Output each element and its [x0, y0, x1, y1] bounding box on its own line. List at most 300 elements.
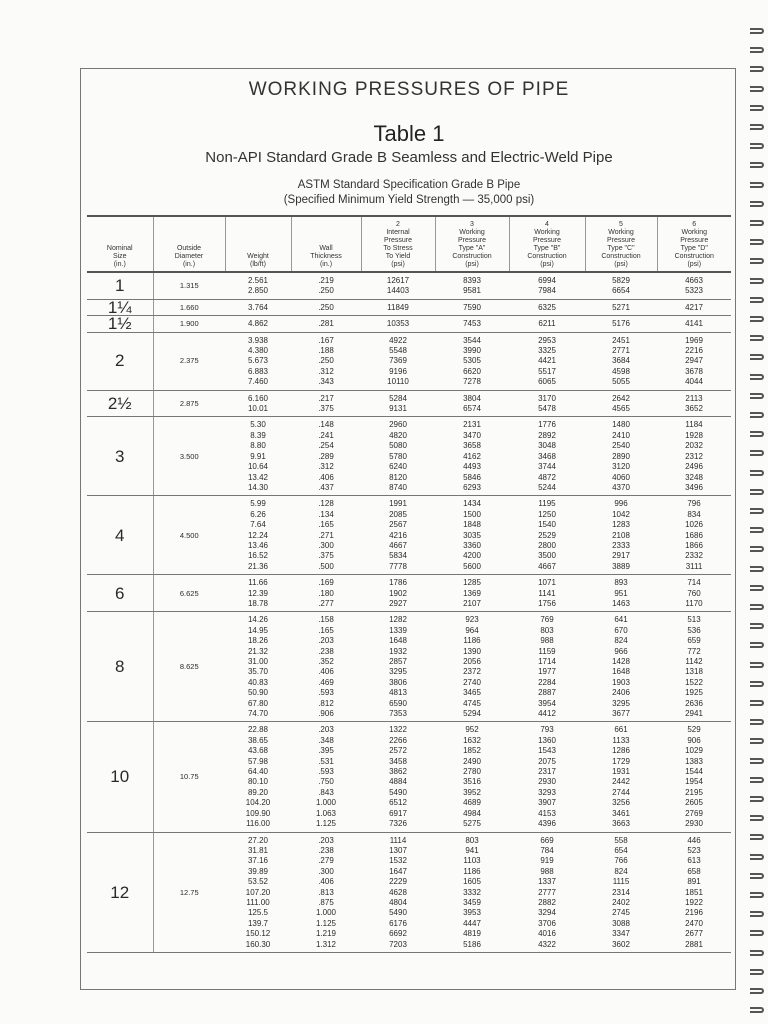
cell-value: 4.380	[247, 346, 269, 356]
internal-cell	[361, 417, 435, 496]
cell-value: 21.36	[247, 561, 269, 571]
cell-value: 8740	[389, 482, 407, 492]
cell-value: 3744	[538, 462, 556, 472]
cell-value: .312	[318, 366, 334, 376]
spiral-ring	[750, 777, 764, 783]
cell-value: 1186	[463, 636, 481, 646]
cell-value: 513	[687, 615, 701, 625]
cell-value: 5176	[612, 319, 630, 329]
cell-value: 4872	[538, 472, 556, 482]
cell-value: 7590	[463, 302, 481, 312]
cell-value: 111.00	[246, 897, 270, 907]
type-b-cell	[509, 299, 585, 315]
cell-value: 2266	[389, 735, 407, 745]
cell-value: 824	[614, 636, 628, 646]
cell-value: 12.39	[247, 588, 269, 598]
cell-value: 3806	[389, 677, 407, 687]
cell-value: 6574	[463, 404, 481, 414]
cell-value: 89.20	[247, 787, 269, 797]
table-row	[87, 390, 731, 417]
cell-value: 988	[540, 866, 554, 876]
cell-value: 3954	[538, 698, 556, 708]
cell-value: 7203	[389, 939, 407, 949]
cell-value: 5490	[389, 908, 407, 918]
outside-diameter-cell: 12.75	[153, 832, 225, 952]
cell-value: 2406	[612, 688, 630, 698]
cell-value: 6.160	[247, 393, 269, 403]
cell-value: 951	[614, 588, 628, 598]
cell-value: 1283	[612, 520, 630, 530]
cell-value: 4745	[463, 698, 481, 708]
cell-value: 7369	[389, 356, 407, 366]
cell-value: 6692	[389, 929, 407, 939]
cell-value: 4200	[463, 551, 481, 561]
cell-value: 3.764	[247, 302, 269, 312]
cell-value: 1977	[538, 667, 556, 677]
cell-value: 1428	[612, 657, 630, 666]
cell-value: 3516	[463, 777, 481, 787]
cell-value: 9581	[463, 286, 481, 296]
type-b-cell	[509, 496, 585, 575]
cell-value: 43.68	[247, 746, 269, 756]
cell-value: 4162	[463, 451, 481, 461]
cell-value: .203	[318, 725, 334, 735]
cell-value: 139.7	[247, 918, 269, 928]
column-header-type-a: 3 Working Pressure Type "A" Construction (psi)	[435, 216, 509, 272]
cell-value: .271	[318, 530, 334, 540]
cell-value: 35.70	[247, 667, 269, 677]
cell-value: 6994	[538, 276, 556, 285]
cell-value: 37.16	[247, 856, 269, 866]
cell-value: 2131	[463, 420, 481, 430]
cell-value: 3293	[538, 787, 556, 797]
cell-value: 3907	[538, 798, 556, 808]
type-a-cell	[435, 332, 509, 390]
cell-value: 5548	[389, 346, 407, 356]
cell-value: 6325	[538, 302, 556, 312]
cell-value: 64.40	[247, 767, 269, 777]
cell-value: 3496	[685, 482, 703, 492]
cell-value: 3248	[685, 472, 703, 482]
type-b-cell	[509, 316, 585, 332]
cell-value: 1170	[685, 598, 703, 608]
cell-value: 4628	[389, 887, 407, 897]
spiral-ring	[750, 450, 764, 456]
cell-value: 2941	[685, 709, 703, 719]
outside-diameter-cell: 1.900	[153, 316, 225, 332]
table-row	[87, 612, 731, 722]
cell-value: 4421	[538, 356, 556, 366]
cell-value: 2075	[538, 756, 556, 766]
cell-value: 1142	[685, 657, 703, 666]
cell-value: 1776	[538, 420, 556, 430]
type-b-cell	[509, 390, 585, 417]
spiral-ring	[750, 220, 764, 226]
type-d-cell	[657, 316, 731, 332]
cell-value: 11.66	[248, 578, 268, 588]
cell-value: 1866	[685, 540, 703, 550]
cell-value: .300	[318, 866, 334, 876]
cell-value: 2745	[612, 908, 630, 918]
cell-value: 803	[540, 625, 554, 635]
spiral-ring	[750, 124, 764, 130]
cell-value: 1186	[463, 866, 481, 876]
cell-value: 21.32	[247, 646, 269, 656]
cell-value: 53.52	[247, 877, 269, 887]
cell-value: 109.90	[245, 808, 271, 818]
cell-value: 1159	[538, 646, 556, 656]
spiral-ring	[750, 47, 764, 53]
cell-value: 4216	[389, 530, 407, 540]
cell-value: 5323	[685, 286, 703, 296]
cell-value: 2372	[463, 667, 481, 677]
cell-value: 1852	[463, 746, 481, 756]
spiral-ring	[750, 969, 764, 975]
cell-value: .219	[318, 276, 334, 285]
cell-value: 14403	[386, 286, 410, 296]
cell-value: 4016	[538, 929, 556, 939]
cell-value: .875	[318, 897, 334, 907]
type-b-cell	[509, 612, 585, 722]
cell-value: 4922	[389, 335, 407, 345]
cell-value: 1991	[389, 499, 407, 509]
nominal-size-cell: 1	[87, 272, 153, 299]
cell-value: 4667	[538, 561, 556, 571]
cell-value: 2216	[685, 346, 703, 356]
cell-value: 4565	[612, 404, 630, 414]
cell-value: 4663	[685, 276, 703, 285]
cell-value: 7.460	[247, 377, 269, 387]
cell-value: 760	[687, 588, 701, 598]
cell-value: 14.95	[247, 625, 269, 635]
cell-value: 2284	[538, 677, 556, 687]
cell-value: 661	[614, 725, 628, 735]
cell-value: 3862	[389, 767, 407, 777]
cell-value: 784	[540, 845, 554, 855]
nominal-size-cell: 8	[87, 612, 153, 722]
cell-value: 5244	[538, 482, 556, 492]
cell-value: 2032	[685, 441, 703, 451]
cell-value: 5490	[389, 787, 407, 797]
cell-value: 4884	[389, 777, 407, 787]
cell-value: 1.125	[315, 918, 337, 928]
cell-value: .312	[318, 462, 334, 472]
cell-value: 4322	[538, 939, 556, 949]
wall-cell	[291, 417, 361, 496]
cell-value: 1463	[612, 598, 630, 608]
wall-cell	[291, 272, 361, 299]
cell-value: 5.99	[250, 499, 266, 509]
outside-diameter-cell: 8.625	[153, 612, 225, 722]
spiral-ring	[750, 950, 764, 956]
cell-value: 4447	[463, 918, 481, 928]
cell-value: 1648	[612, 667, 630, 677]
type-c-cell	[585, 417, 657, 496]
cell-value: .375	[318, 404, 334, 414]
cell-value: 1360	[538, 735, 556, 745]
cell-value: 1925	[685, 688, 703, 698]
cell-value: 3332	[463, 887, 481, 897]
spiral-ring	[750, 489, 764, 495]
column-header-type-c: 5 Working Pressure Type "C" Construction (psi)	[585, 216, 657, 272]
cell-value: .469	[318, 677, 334, 687]
cell-value: 2740	[463, 677, 481, 687]
cell-value: 923	[465, 615, 479, 625]
weight-cell	[225, 316, 291, 332]
cell-value: 966	[614, 646, 628, 656]
weight-cell	[225, 722, 291, 832]
cell-value: 2605	[685, 798, 703, 808]
cell-value: 1522	[685, 677, 703, 687]
type-b-cell	[509, 417, 585, 496]
spiral-ring	[750, 854, 764, 860]
table-row	[87, 272, 731, 299]
cell-value: 2800	[538, 540, 556, 550]
cell-value: 1954	[685, 777, 703, 787]
cell-value: 891	[687, 877, 701, 887]
cell-value: .406	[318, 667, 334, 677]
type-d-cell	[657, 332, 731, 390]
cell-value: 613	[687, 856, 701, 866]
wall-cell	[291, 390, 361, 417]
cell-value: 7778	[389, 561, 407, 571]
cell-value: 3325	[538, 346, 556, 356]
outside-diameter-cell: 2.375	[153, 332, 225, 390]
cell-value: .906	[318, 709, 334, 719]
spiral-ring	[750, 873, 764, 879]
cell-value: 1115	[612, 877, 630, 887]
type-c-cell	[585, 316, 657, 332]
cell-value: 4813	[389, 688, 407, 698]
cell-value: 5846	[463, 472, 481, 482]
cell-value: 654	[614, 845, 628, 855]
internal-cell	[361, 832, 435, 952]
cell-value: .203	[318, 636, 334, 646]
cell-value: 80.10	[247, 777, 269, 787]
type-c-cell	[585, 299, 657, 315]
spiral-ring	[750, 508, 764, 514]
cell-value: 772	[687, 646, 701, 656]
cell-value: 1647	[389, 866, 407, 876]
cell-value: .250	[318, 302, 334, 312]
cell-value: 893	[614, 578, 628, 588]
cell-value: 1932	[389, 646, 407, 656]
cell-value: .165	[318, 520, 334, 530]
type-d-cell	[657, 417, 731, 496]
cell-value: 14.26	[247, 615, 269, 625]
cell-value: 8393	[463, 276, 481, 285]
cell-value: 3658	[463, 441, 481, 451]
cell-value: 4493	[463, 462, 481, 472]
type-d-cell	[657, 390, 731, 417]
spec-line-1: ASTM Standard Specification Grade B Pipe	[297, 179, 521, 191]
cell-value: 1029	[685, 746, 703, 756]
cell-value: .750	[318, 777, 334, 787]
cell-value: 1141	[538, 588, 556, 598]
spiral-ring	[750, 335, 764, 341]
cell-value: 2744	[612, 787, 630, 797]
cell-value: 6620	[463, 366, 481, 376]
spiral-binding	[746, 0, 768, 1024]
spiral-ring	[750, 623, 764, 629]
internal-cell	[361, 299, 435, 315]
weight-cell	[225, 272, 291, 299]
type-a-cell	[435, 299, 509, 315]
outside-diameter-cell: 1.315	[153, 272, 225, 299]
cell-value: 3677	[612, 709, 630, 719]
cell-value: 3544	[463, 335, 481, 345]
cell-value: 2887	[538, 688, 556, 698]
cell-value: .395	[318, 746, 334, 756]
cell-value: 5834	[389, 551, 407, 561]
spiral-ring	[750, 834, 764, 840]
type-d-cell	[657, 722, 731, 832]
spiral-ring	[750, 393, 764, 399]
cell-value: 2953	[538, 335, 556, 345]
cell-value: 766	[614, 856, 628, 866]
cell-value: 2642	[612, 393, 630, 403]
cell-value: 964	[465, 625, 479, 635]
spiral-ring	[750, 431, 764, 437]
cell-value: 669	[540, 835, 554, 845]
cell-value: 3295	[612, 698, 630, 708]
cell-value: 1318	[685, 667, 703, 677]
cell-value: 5.30	[250, 420, 266, 430]
cell-value: 3035	[463, 530, 481, 540]
cell-value: 7326	[389, 819, 407, 829]
spiral-ring	[750, 66, 764, 72]
cell-value: .128	[318, 499, 334, 509]
cell-value: 2930	[685, 819, 703, 829]
type-b-cell	[509, 272, 585, 299]
weight-cell	[225, 299, 291, 315]
spec-line-2: (Specified Minimum Yield Strength — 35,000 psi)	[283, 194, 535, 206]
cell-value: 2927	[389, 598, 407, 608]
cell-value: 31.00	[247, 657, 269, 666]
weight-cell	[225, 575, 291, 612]
cell-value: 4396	[538, 819, 556, 829]
cell-value: 1480	[612, 420, 630, 430]
cell-value: 7.64	[250, 520, 266, 530]
outside-diameter-cell: 3.500	[153, 417, 225, 496]
cell-value: 2540	[612, 441, 630, 451]
type-a-cell	[435, 496, 509, 575]
outside-diameter-cell: 4.500	[153, 496, 225, 575]
cell-value: 1.312	[315, 939, 337, 949]
cell-value: 10353	[386, 319, 410, 329]
cell-value: .279	[318, 856, 334, 866]
column-header-internal: 2 Internal Pressure To Stress To Yield (psi)	[361, 216, 435, 272]
cell-value: 6917	[389, 808, 407, 818]
cell-value: 1543	[538, 746, 556, 756]
wall-cell	[291, 722, 361, 832]
cell-value: 1729	[612, 756, 630, 766]
cell-value: .343	[318, 377, 334, 387]
cell-value: .148	[318, 420, 334, 430]
cell-value: 2892	[538, 430, 556, 440]
cell-value: .238	[318, 646, 334, 656]
cell-value: 1369	[463, 588, 481, 598]
outside-diameter-cell: 10.75	[153, 722, 225, 832]
cell-value: 6176	[389, 918, 407, 928]
cell-value: 1686	[685, 530, 703, 540]
cell-value: 2572	[389, 746, 407, 756]
wall-cell	[291, 612, 361, 722]
cell-value: 107.20	[245, 887, 271, 897]
type-c-cell	[585, 722, 657, 832]
internal-cell	[361, 316, 435, 332]
spiral-ring	[750, 642, 764, 648]
cell-value: 2314	[612, 887, 630, 897]
nominal-size-cell: 2½	[87, 390, 153, 417]
cell-value: 5080	[389, 441, 407, 451]
cell-value: 2.850	[247, 286, 269, 296]
cell-value: 1184	[685, 420, 703, 430]
type-a-cell	[435, 612, 509, 722]
cell-value: 3048	[538, 441, 556, 451]
cell-value: 7984	[538, 286, 556, 296]
table-row	[87, 417, 731, 496]
cell-value: 536	[687, 625, 701, 635]
wall-cell	[291, 832, 361, 952]
cell-value: 4153	[538, 808, 556, 818]
cell-value: 1.219	[315, 929, 337, 939]
working-pressure-table	[87, 215, 731, 953]
cell-value: 9131	[389, 404, 407, 414]
cell-value: 996	[614, 499, 628, 509]
cell-value: 2960	[389, 420, 407, 430]
spiral-ring	[750, 162, 764, 168]
cell-value: 5478	[538, 404, 556, 414]
cell-value: 8.80	[250, 441, 266, 451]
cell-value: 1133	[612, 735, 630, 745]
type-d-cell	[657, 496, 731, 575]
column-header-size: Nominal Size (in.)	[87, 216, 153, 272]
cell-value: 31.81	[247, 845, 269, 855]
cell-value: 13.42	[247, 472, 269, 482]
cell-value: .289	[318, 451, 334, 461]
cell-value: 1648	[389, 636, 407, 646]
table-header-row	[87, 216, 731, 272]
spiral-ring	[750, 354, 764, 360]
cell-value: 670	[614, 625, 628, 635]
spiral-ring	[750, 815, 764, 821]
cell-value: 2677	[685, 929, 703, 939]
cell-value: 1928	[685, 430, 703, 440]
cell-value: 1.063	[315, 808, 337, 818]
cell-value: 4819	[463, 929, 481, 939]
cell-value: 3470	[463, 430, 481, 440]
cell-value: 5.673	[247, 356, 269, 366]
cell-value: 1042	[612, 509, 630, 519]
cell-value: 1307	[389, 845, 407, 855]
cell-value: 39.89	[247, 866, 269, 876]
type-d-cell	[657, 299, 731, 315]
cell-value: 3889	[612, 561, 630, 571]
cell-value: .406	[318, 472, 334, 482]
spiral-ring	[750, 758, 764, 764]
cell-value: 1434	[463, 499, 481, 509]
cell-value: 2402	[612, 897, 630, 907]
cell-value: 523	[687, 845, 701, 855]
type-c-cell	[585, 390, 657, 417]
cell-value: 22.88	[247, 725, 269, 735]
cell-value: 1544	[685, 767, 703, 777]
type-c-cell	[585, 575, 657, 612]
column-header-type-b: 4 Working Pressure Type "B" Construction (psi)	[509, 216, 585, 272]
cell-value: 1195	[538, 499, 556, 509]
column-header-od: Outside Diameter (in.)	[153, 216, 225, 272]
